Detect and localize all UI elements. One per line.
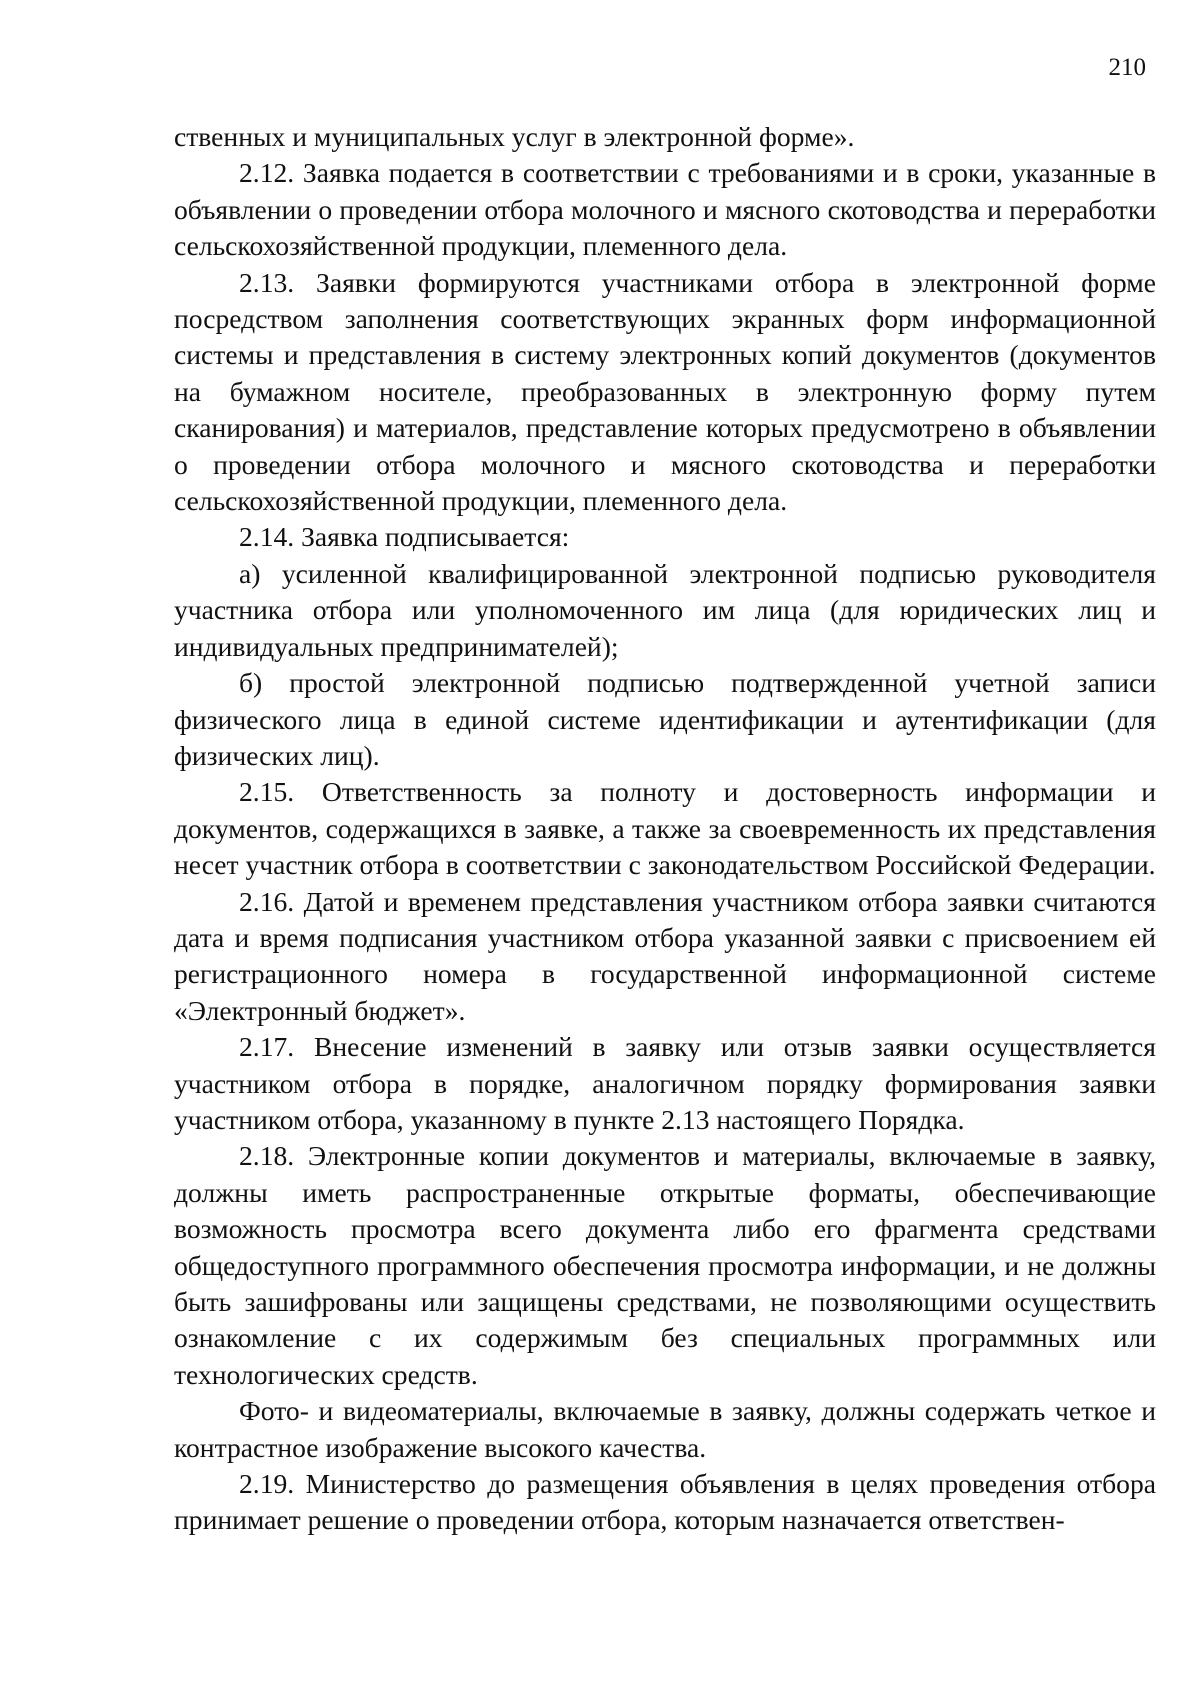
paragraph-2-12: 2.12. Заявка подается в соответствии с требованиями и в сроки, указанные в объявлении о проведении отбора молочного и мясного скотоводства и переработки сельскохозяйственной продукции, племенного дела. [174,157,1156,262]
paragraph-media: Фото- и видеоматериалы, включаемые в заявку, должны содержать четкое и контрастное изображение высокого качества. [174,1395,1156,1463]
paragraph-continuation: ственных и муниципальных услуг в электронной форме». [174,121,855,152]
page-number: 210 [1108,54,1146,81]
paragraph-2-19: 2.19. Министерство до размещения объявления в целях проведения отбора принимает решение о проведении отбора, которым назначается ответствен- [174,1468,1156,1536]
document-body [174,119,1156,1539]
paragraph-2-13: 2.13. Заявки формируются участниками отбора в электронной форме посредством заполнения соответствующих экранных форм информационной системы и представления в систему электронных копий документов (документов на бумажном носителе, преобразованных в электронную форму путем сканирования) и материалов, представление которых предусмотрено в объявлении о проведении отбора молочного и мясного скотоводства и переработки сельскохозяйственной продукции, племенного дела. [174,266,1156,517]
paragraph-2-14: 2.14. Заявка подписывается: [239,521,570,553]
paragraph-2-16: 2.16. Датой и временем представления участником отбора заявки считаются дата и время подписания участником отбора указанной заявки с присвоением ей регистрационного номера в государственной информационной системе «Электронный бюджет». [174,885,1156,1026]
paragraph-2-14-b: б) простой электронной подписью подтвержденной учетной записи физического лица в единой системе идентификации и аутентификации (для физических лиц). [174,667,1156,771]
paragraph-2-14-a: а) усиленной квалифицированной электронной подписью руководителя участника отбора или уполномоченного им лица (для юридических лиц и индивидуальных предпринимателей); [174,557,1156,662]
paragraph-2-17: 2.17. Внесение изменений в заявку или отзыв заявки осуществляется участником отбора в порядке, аналогичном порядку формирования заявки участником отбора, указанному в пункте 2.13 настоящего Порядка. [174,1031,1156,1135]
paragraph-2-15: 2.15. Ответственность за полноту и достоверность информации и документов, содержащихся в заявке, а также за своевременность их представления несет участник отбора в соответствии с законодательством Российской Федерации. [174,776,1156,881]
paragraph-2-18: 2.18. Электронные копии документов и материалы, включаемые в заявку, должны иметь распространенные открытые форматы, обеспечивающие возможность просмотра всего документа либо его фрагмента средствами общедоступного программного обеспечения просмотра информации, и не должны быть зашифрованы или защищены средствами, не позволяющими осуществить ознакомление с их содержимым без специальных программных или технологических средств. [174,1140,1156,1390]
